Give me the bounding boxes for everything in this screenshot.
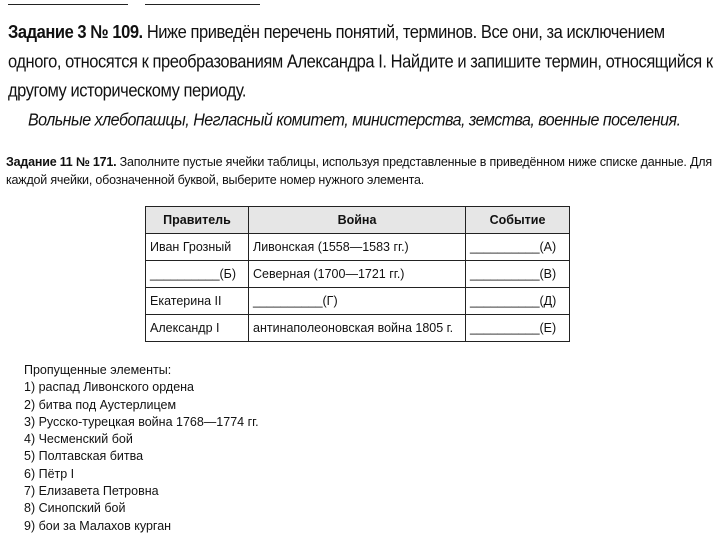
task-3 [8, 18, 720, 105]
task-3-text: Ниже приведён перечень понятий, терминов. Все они, за исключением одного, относятся к преобразованиям Александра I. Найдите и запишите термин, относящийся к другому историческому периоду. [8, 22, 713, 101]
terms-list: Вольные хлебопашцы, Негласный комитет, министерства, земства, военные поселения. [28, 111, 681, 131]
table-cell: антинаполеоновская война 1805 г. [249, 315, 466, 342]
list-item: 1) распад Ливонского ордена [24, 380, 195, 395]
table-cell: __________(А) [466, 234, 570, 261]
list-item: 3) Русско-турецкая война 1768—1774 гг. [24, 414, 259, 429]
list-item: 8) Синопский бой [24, 501, 126, 516]
table-cell: __________(Г) [249, 288, 466, 315]
missing-elements [24, 362, 424, 535]
table-header-row [146, 207, 570, 234]
header-event: Событие [466, 207, 570, 234]
table-cell: __________(Д) [466, 288, 570, 315]
table-row [146, 315, 570, 342]
table-cell: Иван Грозный [146, 234, 249, 261]
task-11-text: Заполните пустые ячейки таблицы, используя представленные в приведённом ниже списке данные. Для каждой ячейки, обозначенной буквой, выберите номер нужного элемента. [6, 155, 712, 187]
task-3-number: Задание 3 № 109. [8, 22, 143, 43]
missing-elements-title: Пропущенные элементы: [24, 363, 172, 377]
table-row [146, 261, 570, 288]
task-11-number: Задание 11 № 171. [6, 155, 117, 169]
table-cell: Ливонская (1558—1583 гг.) [249, 234, 466, 261]
table-cell: Северная (1700—1721 гг.) [249, 261, 466, 288]
list-item: 2) битва под Аустерлицем [24, 397, 177, 412]
header-ruler: Правитель [146, 207, 249, 234]
table-cell: __________(Е) [466, 315, 570, 342]
table-cell: __________(Б) [146, 261, 249, 288]
top-divider-lines [0, 0, 720, 8]
table-row [146, 288, 570, 315]
table-row [146, 234, 570, 261]
table-cell: Александр I [146, 315, 249, 342]
list-item: 7) Елизавета Петровна [24, 484, 159, 499]
list-item: 9) бои за Малахов курган [24, 518, 172, 533]
table-cell: __________(В) [466, 261, 570, 288]
table-cell: Екатерина II [146, 288, 249, 315]
list-item: 4) Чесменский бой [24, 432, 133, 447]
header-war: Война [249, 207, 466, 234]
list-item: 5) Полтавская битва [24, 449, 144, 464]
task-11 [6, 153, 718, 189]
list-item: 6) Пётр I [24, 466, 75, 481]
answer-table [145, 206, 570, 342]
